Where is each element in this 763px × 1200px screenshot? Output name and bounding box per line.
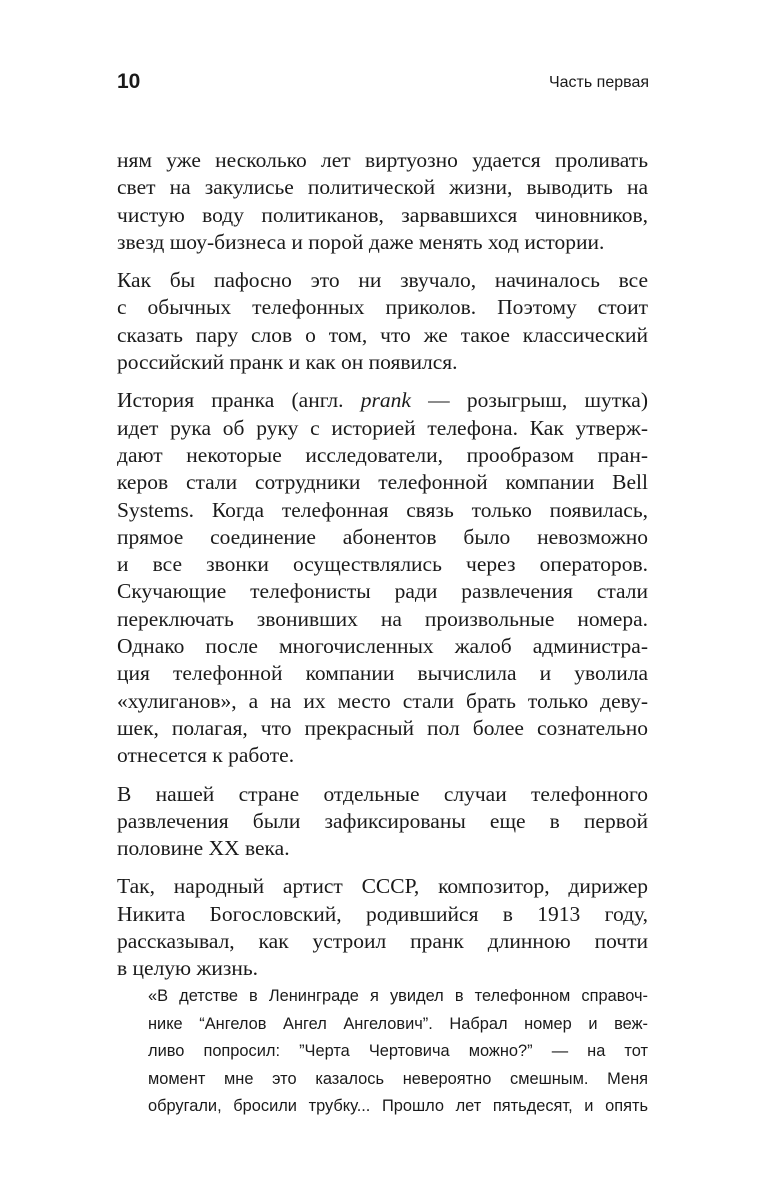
text-line: сказать пару слов о том, что же такое классический <box>117 322 648 347</box>
text-line: «хулиганов», а на их место стали брать только деву- <box>117 688 648 713</box>
text-line: российский пранк и как он появился. <box>117 350 458 375</box>
text-line: Однако после многочисленных жалоб администра- <box>117 634 648 659</box>
paragraph-3 <box>117 387 648 769</box>
quote-line: нике “Ангелов Ангел Ангелович”. Набрал номер и веж- <box>148 1014 648 1033</box>
text-line: Как бы пафосно это ни звучало, начиналось все <box>117 268 648 293</box>
text-line <box>117 387 648 414</box>
page-number: 10 <box>117 70 141 93</box>
quote-line: обругали, бросили трубку... Прошло лет пятьдесят, и опять <box>148 1097 648 1115</box>
text-line: звезд шоу-бизнеса и порой даже менять ход истории. <box>117 229 605 254</box>
text-line: и все звонки осуществлялись через операторов. <box>117 552 648 577</box>
text-line: отнесется к работе. <box>117 743 295 768</box>
block-quote <box>148 983 648 1121</box>
italic-term: prank <box>360 388 411 413</box>
text-run: История пранка (англ. <box>117 388 361 413</box>
text-line: свет на закулисье политической жизни, выводить на <box>117 175 648 200</box>
text-line: чистую воду политиканов, зарвавшихся чиновников, <box>117 202 648 227</box>
quote-line: «В детстве в Ленинграде я увидел в телефонном справоч- <box>148 987 648 1005</box>
text-line: Скучающие телефонисты ради развлечения стали <box>117 579 648 604</box>
text-line: В нашей стране отдельные случаи телефонного <box>117 781 648 806</box>
text-line: прямое соединение абонентов было невозможно <box>117 524 648 549</box>
text-line: идет рука об руку с историей телефона. Как утверж- <box>117 415 648 440</box>
paragraph-2 <box>117 267 648 376</box>
text-line: шек, полагая, что прекрасный пол более сознательно <box>117 715 648 740</box>
text-line: Systems. Когда телефонная связь только появилась, <box>117 497 648 522</box>
text-line: керов стали сотрудники телефонной компании Bell <box>117 470 648 495</box>
text-line: Так, народный артист СССР, композитор, дирижер <box>117 874 648 899</box>
body-text <box>117 147 648 994</box>
paragraph-5 <box>117 873 648 982</box>
text-line: в целую жизнь. <box>117 956 259 981</box>
paragraph-4 <box>117 781 648 863</box>
text-line: рассказывал, как устроил пранк длинною почти <box>117 929 648 954</box>
quote-line: момент мне это казалось невероятно смешным. Меня <box>148 1069 648 1088</box>
text-run: — розыгрыш, шутка) <box>410 388 648 413</box>
text-line: дают некоторые исследователи, прообразом пран- <box>117 442 648 467</box>
paragraph-1 <box>117 147 648 256</box>
text-line: ция телефонной компании вычислила и уволила <box>117 661 648 686</box>
text-line: развлечения были зафиксированы еще в первой <box>117 808 648 833</box>
text-line: ням уже несколько лет виртуозно удается проливать <box>117 148 648 172</box>
quote-line: ливо попросил: ”Черта Чертовича можно?” — на тот <box>148 1042 648 1060</box>
running-head: Часть первая <box>548 74 649 91</box>
text-line: половине XX века. <box>117 836 290 861</box>
text-line: Никита Богословский, родившийся в 1913 году, <box>117 901 648 926</box>
text-line: с обычных телефонных приколов. Поэтому стоит <box>117 295 648 320</box>
text-line: переключать звонивших на произвольные номера. <box>117 606 648 631</box>
